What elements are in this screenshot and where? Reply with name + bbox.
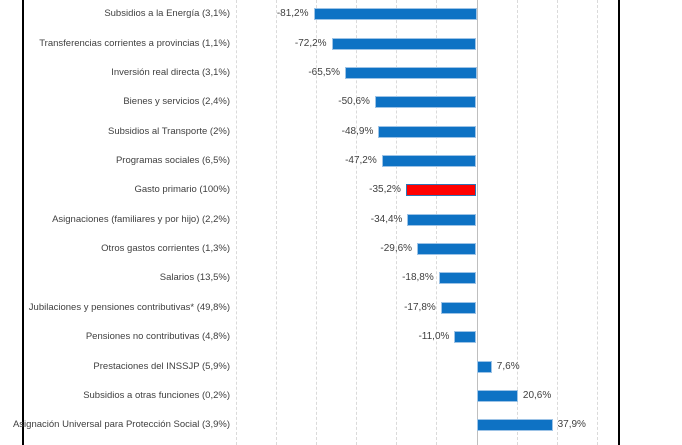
value-label: -65,5% (308, 66, 341, 78)
bar (378, 126, 476, 138)
category-label: Inversión real directa (3,1%) (111, 66, 230, 78)
zero-axis-line (477, 0, 478, 445)
category-label: Pensiones no contributivas (4,8%) (85, 331, 230, 343)
bar (439, 272, 477, 284)
category-label: Asignaciones (familiares y por hijo) (2,2%) (52, 213, 230, 225)
bar (332, 38, 477, 50)
value-label: -11,0% (418, 331, 450, 343)
value-label: -17,8% (404, 301, 436, 313)
bar (477, 390, 518, 402)
category-label: Bienes y servicios (2,4%) (123, 96, 230, 108)
value-label: -35,2% (369, 184, 401, 196)
value-label: -47,2% (345, 155, 377, 166)
gridline (557, 0, 558, 445)
value-label: -81,2% (276, 8, 309, 20)
value-label: -48,9% (341, 125, 374, 137)
category-label: Asignación Universal para Protección Social (3,9%) (12, 419, 230, 431)
category-label: Gasto primario (100%) (134, 184, 230, 196)
gridline (276, 0, 277, 445)
category-label: Prestaciones del INSSJP (5,9%) (93, 360, 230, 372)
bar (407, 214, 476, 226)
value-label: 37,9% (557, 419, 586, 431)
bar (454, 331, 476, 343)
category-label: Subsidios al Transporte (2%) (108, 125, 230, 137)
category-label: Transferencias corrientes a provincias (1,1%) (39, 37, 230, 49)
gridline (236, 0, 237, 445)
category-label: Programas sociales (6,5%) (115, 155, 230, 166)
bar (417, 243, 476, 255)
bar (375, 96, 477, 108)
bar-highlight (406, 184, 477, 196)
category-label: Subsidios a otras funciones (0,2%) (83, 389, 230, 401)
value-label: -29,6% (380, 243, 413, 255)
category-label: Otros gastos corrientes (1,3%) (101, 243, 230, 255)
category-label: Subsidios a la Energía (3,1%) (104, 8, 230, 20)
value-label: -18,8% (402, 272, 434, 284)
value-label: -72,2% (294, 37, 327, 49)
category-label: Jubilaciones y pensiones contributivas* (49,8%) (28, 301, 230, 313)
gridline (517, 0, 518, 445)
gridline (597, 0, 598, 445)
bar (477, 361, 492, 373)
chart-left-border (22, 0, 24, 445)
bar (314, 8, 477, 20)
value-label: -50,6% (338, 96, 370, 108)
value-label: -34,4% (370, 213, 403, 225)
bar (477, 419, 553, 431)
bar (441, 302, 477, 314)
bar (382, 155, 477, 167)
value-label: 7,6% (496, 360, 520, 372)
value-label: 20,6% (522, 389, 552, 401)
chart-right-border (618, 0, 620, 445)
category-label: Salarios (13,5%) (159, 272, 230, 284)
bar (345, 67, 477, 79)
